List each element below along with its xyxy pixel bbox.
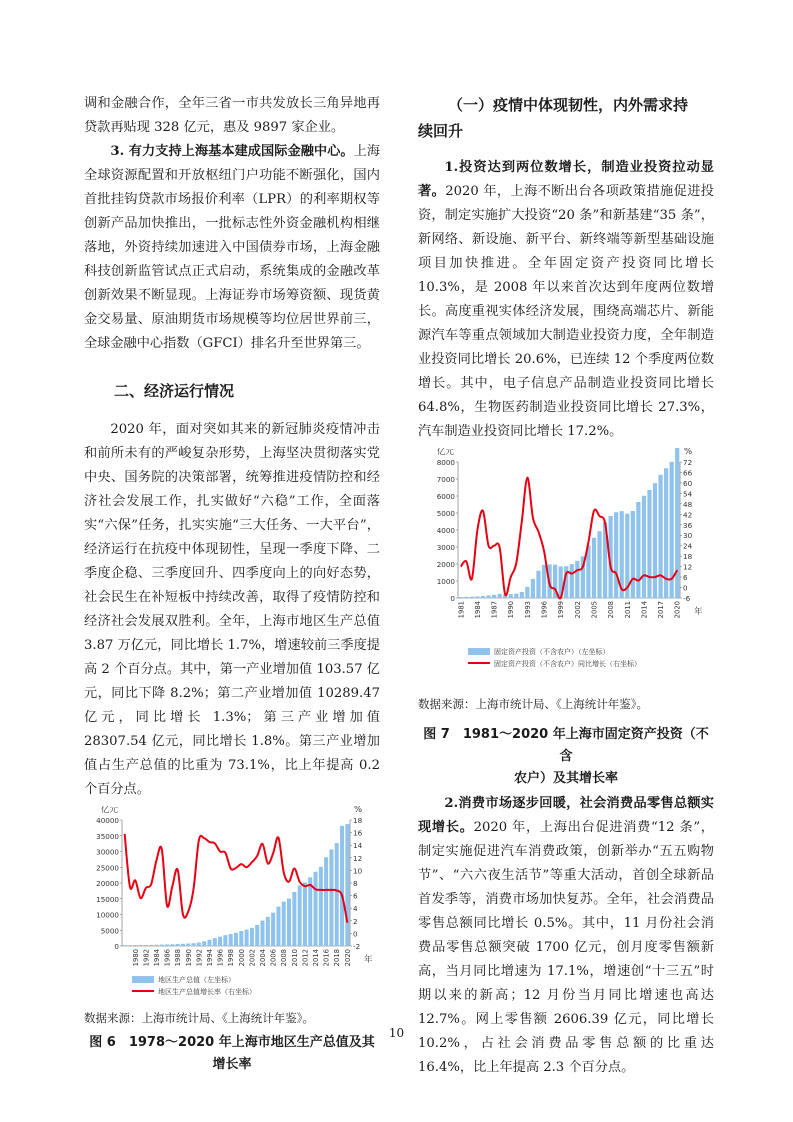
bar [614,512,618,598]
left-tick-label: 25000 [96,863,119,873]
figure-caption-line1: 图 6 1978～2020 年上海市地区生产总值及其 [89,1035,375,1050]
bar [239,931,243,946]
left-tick-label: 0 [450,594,455,603]
figure-caption [418,724,714,790]
gdp-chart [84,806,380,1002]
legend-swatch-bar [132,976,154,983]
bar [298,886,302,946]
bar [631,511,635,598]
bar [335,843,339,946]
x-tick-label: 1984 [152,949,161,967]
bar [133,945,137,946]
bar [675,448,679,598]
paragraph-body: 2020 年，上海不断出台各项政策措施促进投资，制定实施扩大投资“20 条”和新基建“35 条”，新网络、新设施、新平台、新终端等新型基础设施项目加快推进。全年固定资产投资同比增长 10.3%，是 2008 年以来首次达到年度两位数增长。高度重视实体经济发展，围绕高端芯片、新能源汽车等重点领域加大制造业投资力度，全年制造业投资同比增长 20.6%，已连续 12 个季度两位数增长。其中，电子信息产品制造业投资同比增长 64.8%，生物医药制造业投资同比增长 27.3%，汽车制造业投资同比增长 17.2%。 [418,184,714,439]
bar [303,882,307,946]
bar [464,597,468,598]
bar [234,933,238,946]
bar [653,483,657,598]
bar [255,925,259,946]
right-tick-label: 14 [353,841,363,851]
figure-source: 数据来源：上海市统计局、《上海统计年鉴》。 [418,697,648,711]
left-tick-label: 4000 [436,526,455,535]
bar [531,579,535,598]
x-tick-label: 1998 [227,949,236,967]
left-tick-label: 15000 [96,894,119,904]
paragraph-body: 上海全球资源配置和开放枢纽门户功能不断强化，国内首批挂钩贷款市场报价利率（LPR）的利率期权等创新产品加快推出，一批标志性外资金融机构相继落地，外资持续加速进入中国债券市场，上海金融科技创新监管试点正式启动，系统集成的金融改革创新效果不断显现。上海证券市场筹资额、现货黄金交易量、原油期货市场规模等均位居世界前三，全球金融中心指数（GFCI）排名升至世界第三。 [84,144,381,351]
x-tick-label: 2014 [640,601,649,619]
bar [647,490,651,598]
left-tick-label: 0 [114,942,119,951]
paragraph-title: 1.投资达到两位数增长，制造业投资拉动显著。 [418,160,714,199]
x-tick-label: 2011 [623,601,632,619]
bar [287,899,291,946]
bar [170,944,174,946]
x-tick-label: 2016 [322,949,331,967]
bar [475,596,479,598]
bar [144,945,148,946]
x-tick-label: 1994 [205,949,214,967]
bar [123,945,127,946]
x-axis-unit: 年 [364,955,373,965]
x-tick-label: 1990 [184,949,193,967]
bar [207,940,211,946]
x-tick-label: 1982 [142,949,151,967]
right-tick-label: 6 [683,573,688,583]
left-tick-label: 5000 [100,926,119,936]
bar [271,913,275,946]
right-tick-label: 18 [683,552,693,562]
bar [282,902,286,946]
bar [202,941,206,946]
bar [128,945,132,946]
right-tick-label: 0 [683,583,688,593]
x-tick-label: 1999 [557,601,566,619]
bar [192,943,196,946]
paragraph-credit: 调和金融合作，全年三省一市共发放长三角异地再贷款再贴现 328 亿元，惠及 9897 家企业。 [84,96,380,135]
x-tick-label: 2002 [573,601,582,619]
left-tick-label: 2000 [436,560,455,569]
left-axis-unit: 亿元 [100,806,118,815]
x-tick-label: 2008 [607,601,616,619]
investment-chart [418,448,714,678]
bar [486,596,490,598]
bar [575,561,579,598]
bar [276,907,280,946]
x-tick-label: 1993 [523,601,532,619]
right-tick-label: 2 [353,916,358,926]
bar [509,594,513,598]
right-tick-label: 72 [683,458,693,467]
bar [245,930,249,946]
right-tick-label: 8 [353,879,358,888]
right-tick-label: -6 [683,594,691,603]
right-tick-label: -2 [353,942,361,951]
right-axis-unit: % [354,806,363,815]
bar [642,496,646,598]
paragraph-investment [418,156,714,444]
x-tick-label: 2020 [673,601,682,619]
x-tick-label: 2005 [590,601,599,619]
left-tick-label: 5000 [436,509,455,518]
paragraph-title: 2.消费市场逐步回暖，社会消费品零售总额实现增长。 [418,796,714,835]
bar [165,944,169,946]
right-axis-unit: % [684,448,693,457]
left-tick-label: 40000 [96,816,119,825]
legend-label-bar: 固定资产投资（不含农户）（左坐标） [494,648,610,656]
bar [658,475,662,598]
right-tick-label: 12 [353,853,363,863]
bar [636,502,640,598]
bar [266,917,270,946]
bar [181,944,185,946]
bar [592,538,596,598]
paragraph-financial-center [84,140,380,356]
right-tick-label: 16 [353,828,363,838]
bar [542,565,546,598]
bar [525,587,529,598]
x-tick-label: 1984 [473,601,482,619]
paragraph-economy: 2020 年，面对突如其来的新冠肺炎疫情冲击和前所未有的严峻复杂形势，上海坚决贯彻落实党中央、国务院的决策部署，统筹推进疫情防控和经济社会发展工作，扎实做好“六稳”工作，全面落实“六保”任务，扎实实施“三大任务、一大平台”，经济运行在抗疫中体现韧性，呈现一季度下降、二季度企稳、三季度回升、四季度向上的向好态势，社会民生在补短板中持续改善，取得了疫情防控和经济社会发展双胜利。全年，上海市地区生产总值 3.87 万亿元，同比增长 1.7%，增速较前三季度提高 2 个百分点。其中，第一产业增加值 103.57 亿元，同比下降 8.2%；第二产业增加值 10289.47 亿元，同比增长 1.3%；第三产业增加值 28307.54 亿元，同比增长 1.8%。第三产业增加值占生产总值的比重为 73.1%，比上年提高 0.2 个百分点。 [84,422,380,797]
right-tick-label: 10 [353,866,363,876]
figure-source: 数据来源：上海市统计局、《上海统计年鉴》。 [84,1011,314,1025]
x-tick-label: 1987 [490,601,499,619]
section-heading: 二、经济运行情况 [114,382,235,400]
bar [319,867,323,946]
bar [536,571,540,598]
x-tick-label: 1981 [457,601,466,619]
x-tick-label: 1990 [507,601,516,619]
bar [223,935,227,946]
x-tick-label: 2018 [333,949,342,967]
x-tick-label: 1986 [163,949,172,967]
right-tick-label: 30 [683,531,693,541]
bar [314,872,318,946]
right-tick-label: 48 [683,499,693,509]
bar [308,877,312,946]
subsection-heading [418,92,714,144]
bar [260,921,264,946]
bar [149,945,153,946]
left-tick-label: 20000 [96,879,119,888]
legend-label-line: 固定资产投资（不含农户）同比增长（右坐标） [494,660,641,668]
right-tick-label: 54 [683,489,693,499]
right-tick-label: 36 [683,520,693,530]
right-tick-label: 24 [683,541,693,551]
bar [329,850,333,946]
figure-caption-line2: 农户）及其增长率 [513,771,618,786]
x-tick-label: 2006 [269,949,278,967]
paragraph-body: 2020 年，上海出台促进消费“12 条”，制定实施促进汽车消费政策，创新举办“五五购物节”、“六六夜生活节”等重大活动，首创全球新品首发季等，消费市场加快复苏。全年，社会消费品零售总额同比增长 0.5%。其中，11 月份社会消费品零售总额突破 1700 亿元，创月度零售额新高，当月同比增速为 17.1%，增速创“十三五”时期以来的新高；12 月份当月同比增速也高达 12.7%。网上零售额 2606.39 亿元，同比增长 10.2%，占社会消费品零售总额的比重达 16.4%，比上年提高 2.3 个百分点。 [418,820,714,1075]
x-tick-label: 1980 [131,949,140,967]
right-tick-label: 4 [353,904,358,914]
bar [197,942,201,946]
figure-caption-line2: 增长率 [212,1057,252,1072]
bar [218,937,222,946]
bar [340,826,344,946]
right-column [418,92,714,1080]
right-tick-label: 0 [353,929,358,939]
bar [345,824,349,946]
x-tick-label: 2014 [312,949,321,967]
figure-caption-line1: 图 7 1981～2020 年上海市固定资产投资（不含 [423,727,709,764]
bar [597,531,601,598]
x-tick-label: 2012 [301,949,310,967]
right-tick-label: 6 [353,891,358,901]
bar [498,594,502,598]
x-tick-label: 1996 [540,601,549,619]
legend-label-line: 地区生产总值增长率（右坐标） [158,988,256,996]
x-tick-label: 2004 [259,949,268,967]
bar [570,564,574,598]
bar [481,596,485,598]
bar [470,597,474,598]
left-axis-unit: 亿元 [436,448,454,457]
x-tick-label: 2000 [237,949,246,967]
left-tick-label: 8000 [436,458,455,467]
bar [520,592,524,598]
left-tick-label: 3000 [436,543,455,552]
x-tick-label: 1988 [174,949,183,967]
right-tick-label: 42 [683,510,693,520]
subsection-heading-line2: 续回升 [418,122,464,140]
x-tick-label: 1992 [195,949,204,967]
bar [514,594,518,598]
left-tick-label: 10000 [96,910,119,920]
subsection-heading-line1: （一）疫情中体现韧性，内外需求持 [448,96,689,114]
x-tick-label: 2008 [280,949,289,967]
bar [292,892,296,946]
bar [176,944,180,946]
bar [139,945,143,946]
legend-swatch-bar [468,648,490,655]
right-tick-label: 60 [683,478,693,488]
left-tick-label: 35000 [96,831,119,841]
right-tick-label: 18 [353,816,363,825]
left-tick-label: 1000 [436,577,455,586]
left-tick-label: 30000 [96,847,119,857]
right-tick-label: 66 [683,468,693,478]
bar [324,857,328,946]
bar [160,945,164,946]
bar [154,945,158,946]
bar [229,934,233,946]
x-tick-label: 2010 [290,949,299,967]
bar [213,938,217,946]
legend-label-bar: 地区生产总值（左坐标） [158,976,235,984]
bar [250,928,254,946]
x-tick-label: 2002 [248,949,257,967]
left-column [84,92,380,1076]
bar [492,595,496,598]
x-axis-unit: 年 [694,607,703,617]
right-tick-label: 12 [683,562,693,572]
left-tick-label: 6000 [436,492,455,501]
left-tick-label: 7000 [436,475,455,484]
x-tick-label: 2017 [657,601,666,619]
x-tick-label: 1996 [216,949,225,967]
paragraph-title: 3. 有力支持上海基本建成国际金融中心。 [110,144,354,159]
page-number: 10 [388,1026,405,1040]
x-tick-label: 2020 [343,949,352,967]
bar [459,597,463,598]
bar [186,944,190,946]
